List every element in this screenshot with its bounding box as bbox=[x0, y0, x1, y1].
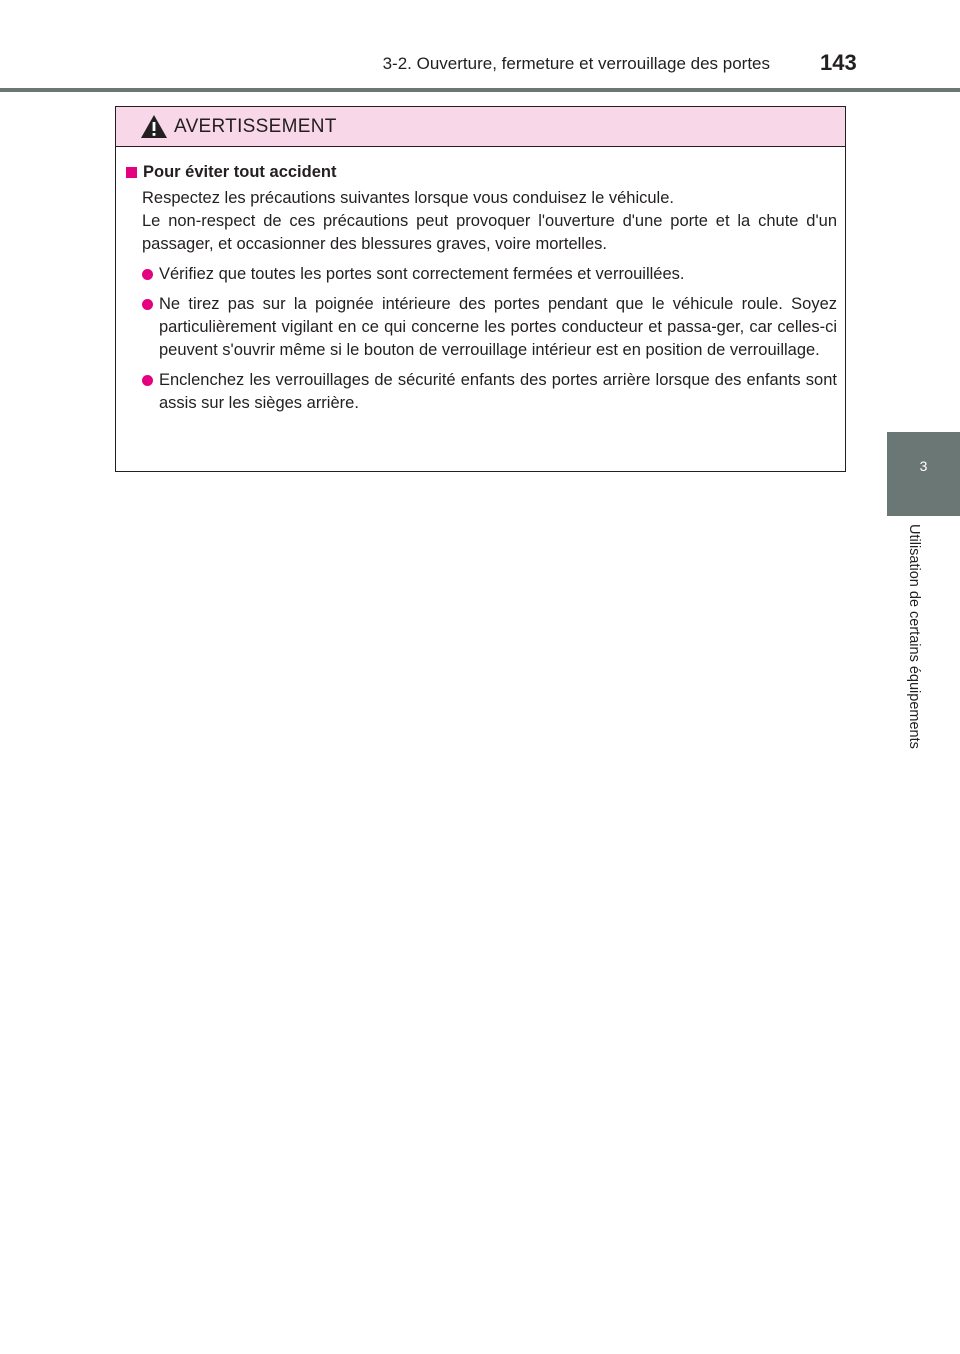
warning-section-title: Pour éviter tout accident bbox=[143, 163, 337, 181]
list-item bbox=[142, 293, 837, 362]
chapter-tab bbox=[887, 432, 960, 516]
warning-section-heading bbox=[126, 163, 837, 182]
header-rule bbox=[0, 88, 960, 92]
warning-body bbox=[116, 147, 845, 415]
chapter-label: Utilisation de certains équipements bbox=[906, 524, 922, 749]
warning-box bbox=[115, 106, 846, 472]
list-item bbox=[142, 263, 837, 286]
dot-bullet-icon bbox=[142, 269, 153, 280]
dot-bullet-icon bbox=[142, 299, 153, 310]
list-item-text: Vérifiez que toutes les portes sont correctement fermées et verrouillées. bbox=[159, 265, 685, 283]
warning-header bbox=[116, 107, 845, 147]
warning-intro bbox=[142, 187, 837, 256]
list-item-text: Enclenchez les verrouillages de sécurité enfants des portes arrière lorsque des enfants sont assis sur les sièges arrière. bbox=[159, 371, 837, 412]
dot-bullet-icon bbox=[142, 375, 153, 386]
page-number: 143 bbox=[820, 50, 857, 75]
warning-title: AVERTISSEMENT bbox=[174, 116, 337, 137]
section-title: 3-2. Ouverture, fermeture et verrouillage des portes bbox=[382, 54, 770, 73]
warning-intro-line1: Respectez les précautions suivantes lorsque vous conduisez le véhicule. bbox=[142, 189, 674, 207]
chapter-number: 3 bbox=[919, 458, 928, 474]
square-bullet-icon bbox=[126, 167, 137, 178]
warning-triangle-icon bbox=[140, 114, 168, 139]
list-item-text: Ne tirez pas sur la poignée intérieure des portes pendant que le véhicule roule. Soyez particulièrement vigilant en ce qui concerne les portes conducteur et passa-ger, car celles-ci peuvent s'ouvrir même si le bouton de verrouillage intérieur est en position de verrouillage. bbox=[159, 295, 837, 359]
list-item bbox=[142, 369, 837, 415]
warning-intro-line2: Le non-respect de ces précautions peut provoquer l'ouverture d'une porte et la chute d'un passager, et occasionner des blessures graves, voire mortelles. bbox=[142, 212, 837, 253]
